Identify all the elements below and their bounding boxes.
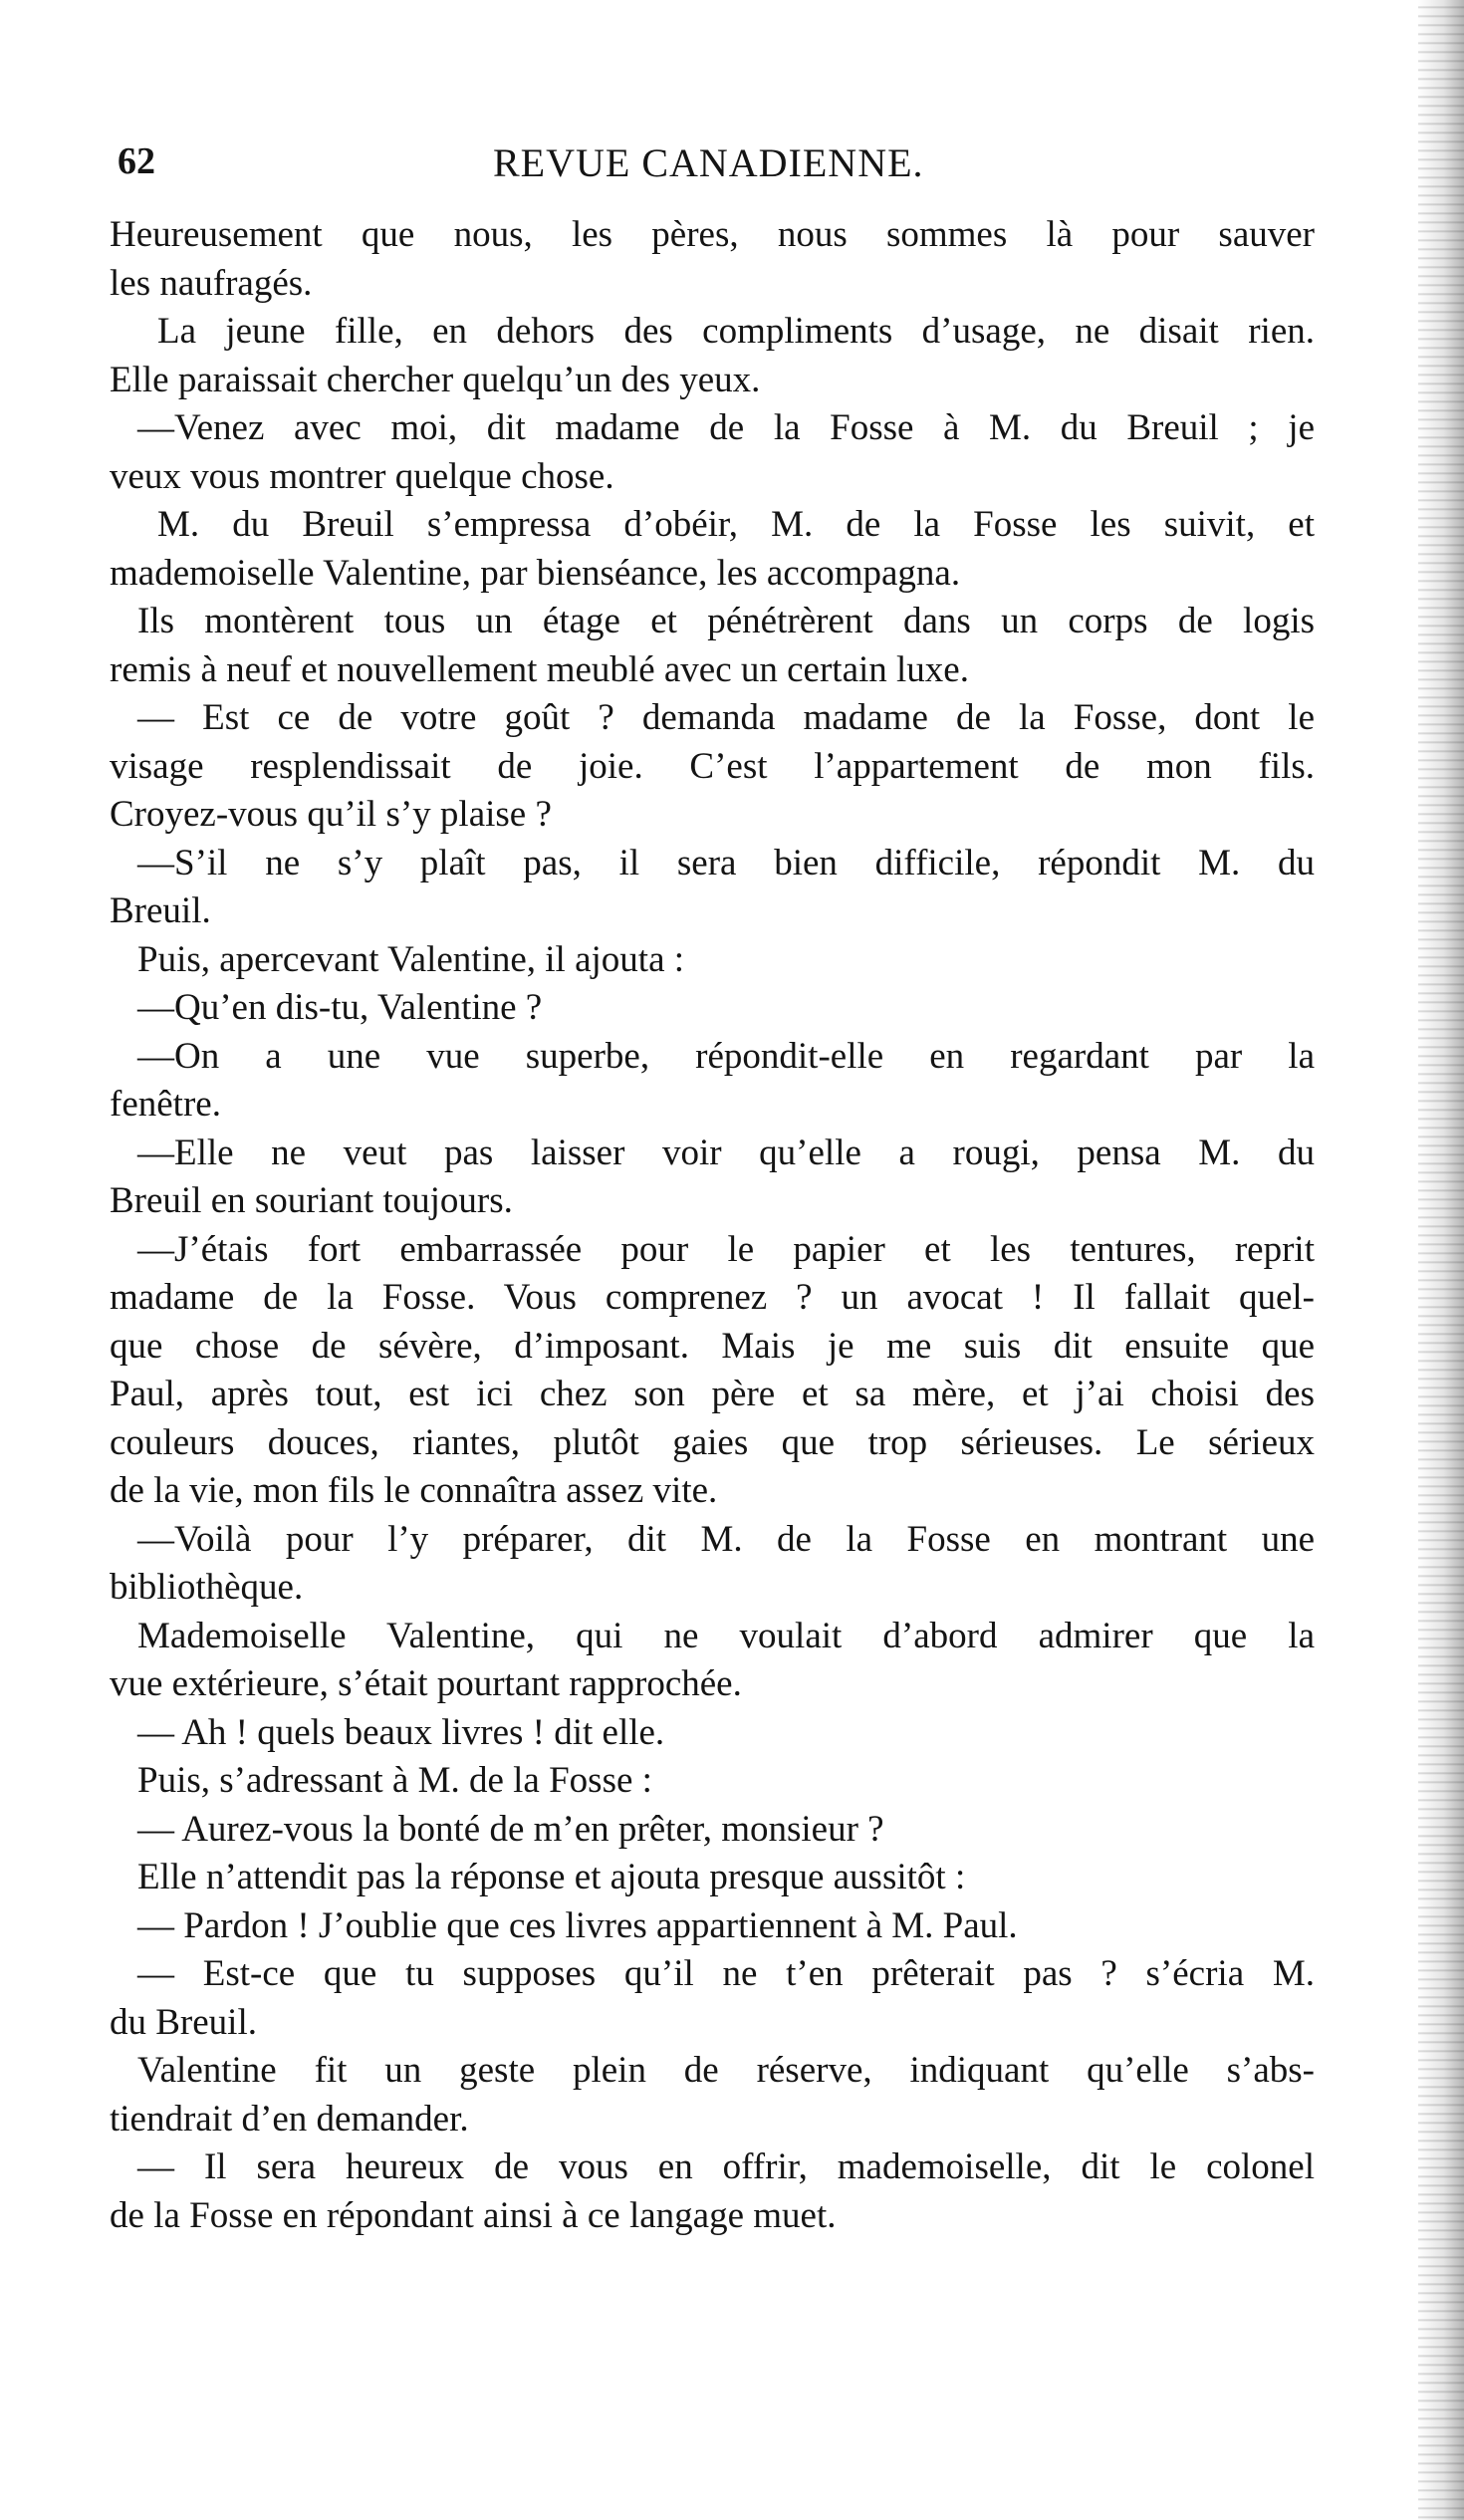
text-line: madame de la Fosse. Vous comprenez ? un avocat ! Il fallait quel- (110, 1277, 1315, 1318)
text-line: Paul, après tout, est ici chez son père et sa mère, et j’ai choisi des (110, 1374, 1315, 1414)
text-line: — Ah ! quels beaux livres ! dit elle. (137, 1711, 665, 1753)
text-line: vue extérieure, s’était pourtant rapprochée. (110, 1663, 742, 1704)
text-line: fenêtre. (110, 1084, 221, 1125)
text-line: couleurs douces, riantes, plutôt gaies que trop sérieuses. Le sérieux (110, 1421, 1315, 1463)
text-line: Breuil. (110, 890, 211, 931)
text-line: Elle paraissait chercher quelqu’un des yeux. (110, 359, 761, 400)
text-line: Ils montèrent tous un étage et pénétrèrent dans un corps de logis (137, 601, 1315, 641)
text-line: —Elle ne veut pas laisser voir qu’elle a rougi, pensa M. du (137, 1132, 1315, 1173)
text-line: les naufragés. (110, 262, 313, 304)
text-line: mademoiselle Valentine, par bienséance, les accompagna. (110, 552, 961, 594)
text-line: M. du Breuil s’empressa d’obéir, M. de la Fosse les suivit, et (157, 504, 1315, 545)
text-line: que chose de sévère, d’imposant. Mais je me suis dit ensuite que (110, 1325, 1315, 1367)
text-line: Mademoiselle Valentine, qui ne voulait d’abord admirer que la (137, 1615, 1315, 1656)
text-line: —Qu’en dis-tu, Valentine ? (137, 987, 543, 1028)
text-line: visage resplendissait de joie. C’est l’appartement de mon fils. (110, 745, 1315, 787)
text-line: —Venez avec moi, dit madame de la Fosse à M. du Breuil ; je (137, 407, 1315, 448)
text-line: —On a une vue superbe, répondit-elle en regardant par la (137, 1035, 1315, 1077)
text-line: Puis, apercevant Valentine, il ajouta : (137, 938, 685, 980)
text-line: Valentine fit un geste plein de réserve, indiquant qu’elle s’abs- (137, 2050, 1315, 2091)
text-line: Heureusement que nous, les pères, nous sommes là pour sauver (110, 214, 1315, 255)
text-line: de la Fosse en répondant ainsi à ce langage muet. (110, 2194, 837, 2236)
page-number: 62 (118, 140, 155, 182)
text-line: —Voilà pour l’y préparer, dit M. de la Fosse en montrant une (137, 1518, 1315, 1560)
text-line: —J’étais fort embarrassée pour le papier et les tentures, reprit (137, 1228, 1315, 1270)
text-line: veux vous montrer quelque chose. (110, 455, 614, 497)
text-line: du Breuil. (110, 2001, 257, 2043)
text-line: La jeune fille, en dehors des compliments d’usage, ne disait rien. (157, 311, 1315, 352)
text-line: Puis, s’adressant à M. de la Fosse : (137, 1760, 652, 1801)
text-line: Breuil en souriant toujours. (110, 1180, 513, 1221)
text-line: Elle n’attendit pas la réponse et ajouta presque aussitôt : (137, 1857, 966, 1897)
text-line: — Est ce de votre goût ? demanda madame de la Fosse, dont le (137, 697, 1315, 738)
text-line: bibliothèque. (110, 1567, 304, 1608)
text-line: — Est-ce que tu supposes qu’il ne t’en prêterait pas ? s’écria M. (137, 1953, 1315, 1994)
text-line: Croyez-vous qu’il s’y plaise ? (110, 794, 552, 835)
text-line: de la vie, mon fils le connaîtra assez vite. (110, 1470, 718, 1511)
text-line: —S’il ne s’y plaît pas, il sera bien difficile, répondit M. du (137, 842, 1315, 883)
text-line: remis à neuf et nouvellement meublé avec un certain luxe. (110, 648, 969, 690)
text-line: — Aurez-vous la bonté de m’en prêter, monsieur ? (137, 1808, 884, 1850)
text-line: — Pardon ! J’oublie que ces livres appartiennent à M. Paul. (137, 1904, 1018, 1946)
body-text (110, 211, 1315, 2240)
page-edge-shadow (1418, 0, 1464, 2520)
page-header (118, 139, 1313, 199)
text-line: — Il sera heureux de vous en offrir, mademoiselle, dit le colonel (137, 2146, 1315, 2187)
running-title: REVUE CANADIENNE. (493, 140, 924, 185)
text-line: tiendrait d’en demander. (110, 2098, 469, 2140)
